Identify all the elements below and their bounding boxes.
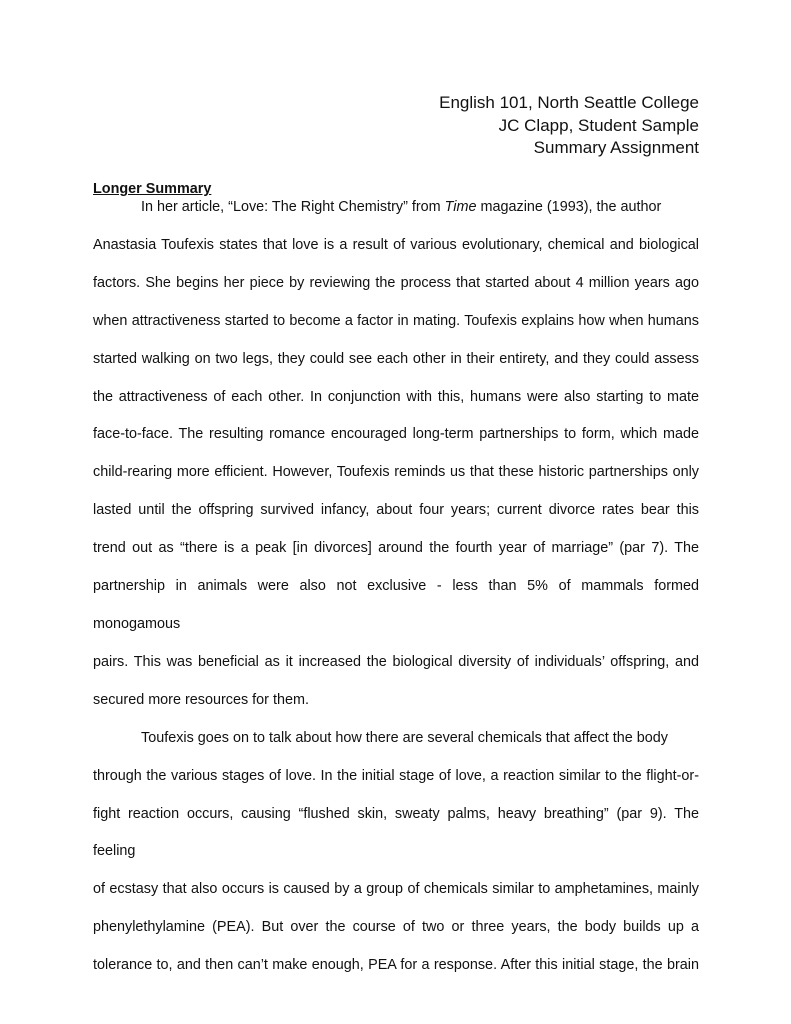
- header-assignment: Summary Assignment: [533, 138, 699, 157]
- paragraph-line: child-rearing more efficient. However, Toufexis reminds us that these historic partnerships only: [93, 464, 699, 481]
- paragraph-line: the attractiveness of each other. In conjunction with this, humans were also starting to mate: [93, 388, 699, 405]
- paragraph-line: started walking on two legs, they could see each other in their entirety, and they could assess: [93, 350, 699, 367]
- paragraph-line: of ecstasy that also occurs is caused by a group of chemicals similar to amphetamines, mainly: [93, 881, 699, 898]
- paragraph-1: [93, 189, 699, 720]
- paragraph-line: Toufexis goes on to talk about how there are several chemicals that affect the body: [141, 729, 668, 746]
- paragraph-line: pairs. This was beneficial as it increased the biological diversity of individuals’ offspring, and: [93, 653, 699, 670]
- paragraph-line: partnership in animals were also not exclusive - less than 5% of mammals formed monogamous: [93, 578, 699, 632]
- text-run: In her article, “Love: The Right Chemistry” from: [141, 199, 445, 215]
- paragraph-line: fight reaction occurs, causing “flushed skin, sweaty palms, heavy breathing” (par 9). The feeling: [93, 805, 699, 860]
- paragraph-line: face-to-face. The resulting romance encouraged long-term partnerships to form, which made: [93, 426, 699, 443]
- paragraph-line: secured more resources for them.: [93, 691, 309, 708]
- document-header: [439, 92, 699, 160]
- document-body: [93, 180, 699, 985]
- paragraph-line: lasted until the offspring survived infancy, about four years; current divorce rates bear this: [93, 502, 699, 519]
- paragraph-line: phenylethylamine (PEA). But over the course of two or three years, the body builds up a: [93, 919, 699, 936]
- header-course: English 101, North Seattle College: [439, 93, 699, 112]
- text-run: magazine (1993), the author: [476, 199, 662, 215]
- paragraph-line: Anastasia Toufexis states that love is a result of various evolutionary, chemical and biological: [93, 236, 699, 253]
- paragraph-line: [93, 189, 699, 227]
- paragraph-line: trend out as “there is a peak [in divorces] around the fourth year of marriage” (par 7). The: [93, 540, 699, 557]
- paragraph-2: [93, 720, 699, 985]
- header-author: JC Clapp, Student Sample: [498, 115, 699, 135]
- paragraph-line: factors. She begins her piece by reviewing the process that started about 4 million years ago: [93, 274, 699, 291]
- paragraph-line: tolerance to, and then can’t make enough, PEA for a response. After this initial stage, the brain: [93, 957, 699, 974]
- italic-title: Time: [444, 199, 477, 215]
- paragraph-line: through the various stages of love. In the initial stage of love, a reaction similar to the flight-or-: [93, 767, 699, 784]
- section-heading: Longer Summary: [93, 181, 212, 197]
- paragraph-line: when attractiveness started to become a factor in mating. Toufexis explains how when humans: [93, 312, 699, 329]
